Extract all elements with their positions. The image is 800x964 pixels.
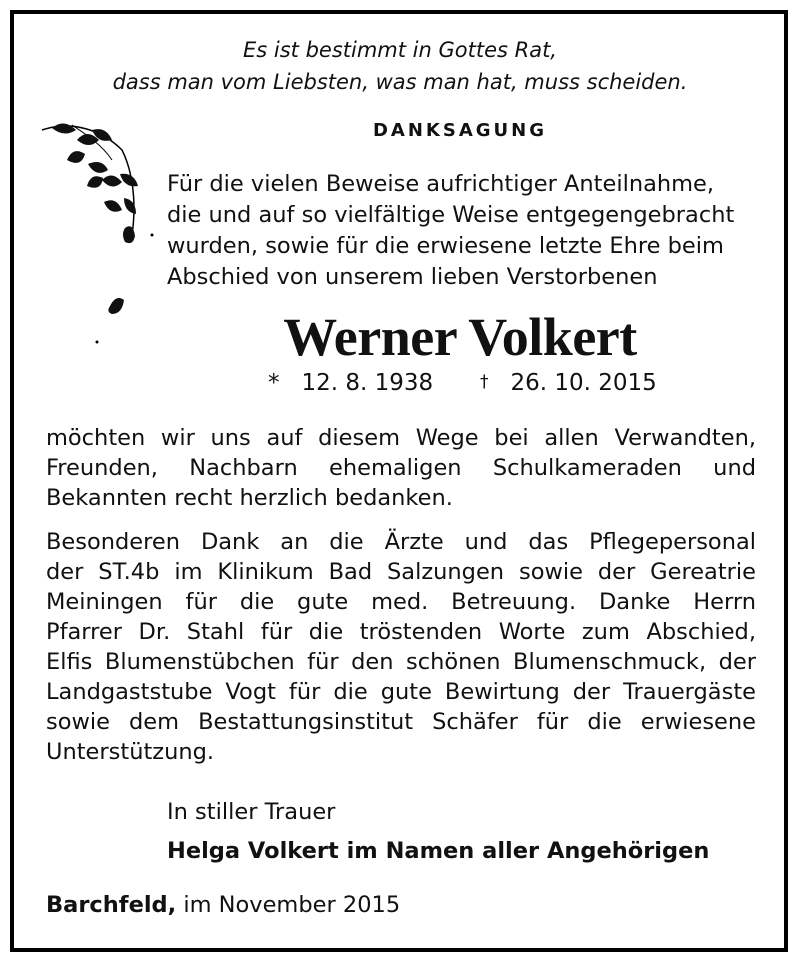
birth-date-value: 12. 8. 1938	[301, 370, 434, 396]
death-date	[480, 370, 657, 396]
paragraph-line: Meiningen für die gute med. Betreuung. Danke Herrn	[46, 589, 756, 615]
paragraph-line: Pfarrer Dr. Stahl für die tröstenden Worte zum Abschied,	[46, 619, 756, 645]
quote-line-2: dass man vom Liebsten, was man hat, muss scheiden.	[112, 70, 688, 94]
deceased-name: Werner Volkert	[283, 307, 637, 367]
place: Barchfeld,	[46, 892, 177, 918]
paragraph-2	[46, 527, 756, 767]
quote-line-1: Es ist bestimmt in Gottes Rat,	[243, 38, 557, 62]
intro-text	[167, 169, 734, 293]
signatory: Helga Volkert im Namen aller Angehörigen	[167, 838, 710, 864]
paragraph-line: sowie dem Bestattungsinstitut Schäfer für die erwiesene	[46, 709, 756, 735]
place-date	[46, 892, 400, 918]
intro-line: wurden, sowie für die erwiesene letzte Ehre beim	[167, 233, 724, 259]
paragraph-1	[46, 423, 756, 513]
paragraph-line: der ST.4b im Klinikum Bad Salzungen sowie der Gereatrie	[46, 559, 756, 585]
birth-date	[268, 370, 433, 396]
intro-line: die und auf so vielfältige Weise entgegengebracht	[167, 202, 735, 228]
mourning-line: In stiller Trauer	[167, 799, 336, 825]
intro-line: Abschied von unserem lieben Verstorbenen	[167, 264, 658, 290]
death-date-value: 26. 10. 2015	[510, 370, 657, 396]
paragraph-line: möchten wir uns auf diesem Wege bei allen Verwandten,	[46, 425, 756, 451]
paragraph-line: Elfis Blumenstübchen für den schönen Blumenschmuck, der	[46, 649, 756, 675]
paragraph-line: Unterstützung.	[46, 739, 215, 765]
death-symbol: †	[480, 372, 489, 392]
paragraph-line: Freunden, Nachbarn ehemaligen Schulkameraden und	[46, 455, 756, 481]
intro-line: Für die vielen Beweise aufrichtiger Anteilnahme,	[167, 171, 715, 197]
birth-symbol: *	[268, 370, 280, 396]
paragraph-line: Landgaststube Vogt für die gute Bewirtung der Trauergäste	[46, 679, 756, 705]
paragraph-line: Besonderen Dank an die Ärzte und das Pflegepersonal	[46, 529, 756, 555]
paragraph-line: Bekannten recht herzlich bedanken.	[46, 485, 453, 511]
heading: DANKSAGUNG	[372, 120, 547, 141]
date: im November 2015	[183, 892, 401, 918]
